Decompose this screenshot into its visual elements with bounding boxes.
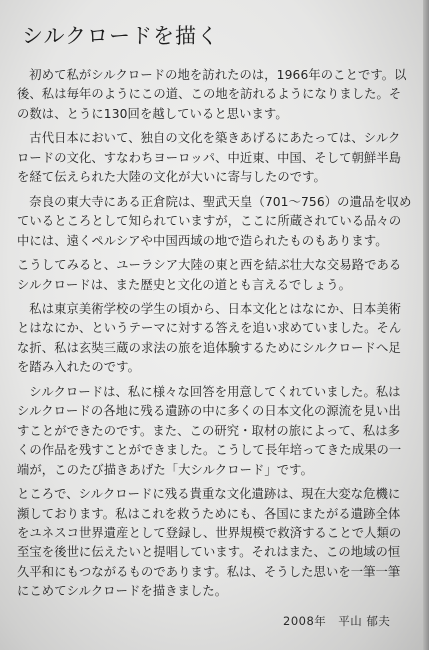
paragraph: 古代日本において、独自の文化を築きあげるにあたっては、シルクロードの文化、すなわちヨーロッパ、中近東、中国、そして朝鮮半島を経て伝えられた大陸の文化が大いに寄与したのです。 [17,131,402,185]
panel-edge [423,0,429,650]
page-title: シルクロードを描く [22,24,220,48]
paragraph: こうしてみると、ユーラシア大陸の東と西を結ぶ壮大な交易路であるシルクロードは、また歴史と文化の道とも言えるでしょう。 [17,258,402,292]
paragraph: 初めて私がシルクロードの地を訪れたのは，1966年のことです。以後、私は毎年のようにこの道、この地を訪れるようになりました。その数は、とうに130回を越していると思います。 [17,68,407,121]
paragraph: ところで、シルクロードに残る貴重な文化遺跡は、現在大変な危機に瀕しております。私はこれを救うためにも、各国にまたがる遺跡全体をユネスコ世界遺産として登録し、世界規模で救済することで人類の至宝を後世に伝えたいと提唱しています。それはまた、この地域の恒久平和にもつながるものであります。私は、そうした思いを一筆一筆にこめてシルクロードを描きました。 [17,487,402,599]
paragraph: 私は東京美術学校の学生の頃から、日本文化とはなにか、日本美術とはなにか、というテーマに対する答えを追い求めていました。そんな折、私は玄奘三蔵の求法の旅を追体験するためにシルクロードへ足を踏み入れたのです。 [17,301,402,375]
body-text [17,66,412,607]
signature: 2008年 平山 郁夫 [283,614,391,628]
paragraph: シルクロードは、私に様々な回答を用意してくれていました。私はシルクロードの各地に残る遺跡の中に多くの日本文化の源流を見い出すことができたのです。また、この研究・取材の旅によって、私は多くの作品を残すことができました。こうして長年培ってきた成果の一端が，このたび描きあげた「大シルクロード」です。 [17,384,402,477]
paragraph: 奈良の東大寺にある正倉院は、聖武天皇（701～756）の遺品を収めているところとして知られていますが，ここに所蔵されている品々の中には、遠くペルシアや中国西域の地で造られたものもあります。 [17,194,412,248]
